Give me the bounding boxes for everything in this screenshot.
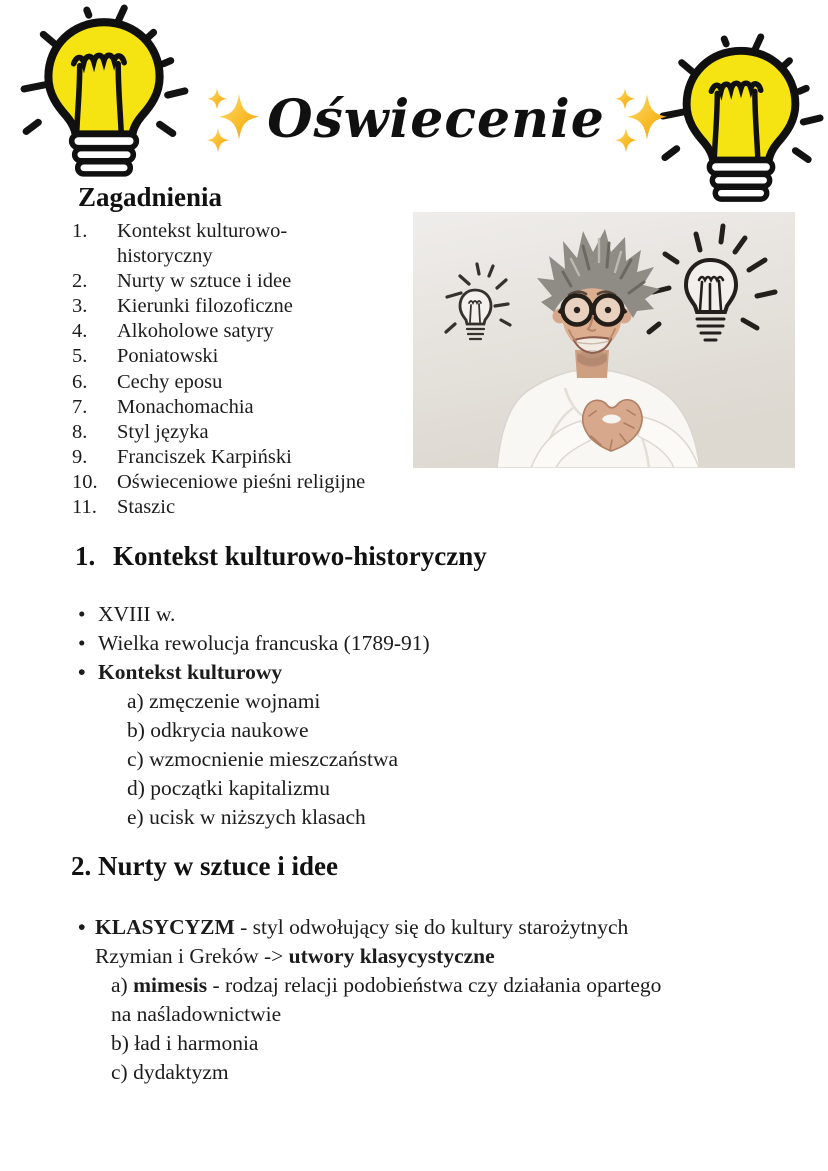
topic-number: 11.	[72, 496, 97, 519]
topic-label: Kontekst kulturowo-historyczny	[117, 220, 288, 268]
list-item	[72, 420, 394, 445]
bullet-line	[95, 913, 661, 942]
bullet-line	[95, 942, 661, 971]
sparkles-icon	[611, 84, 669, 156]
section2-heading: 2. Nurty w sztuce i idee	[71, 851, 338, 881]
topics-heading: Zagadnienia	[78, 182, 223, 212]
bullet-item	[78, 600, 638, 629]
topic-number: 8.	[72, 420, 88, 443]
sub-item: e) ucisk w niższych klasach	[127, 805, 366, 829]
topic-number: 5.	[72, 345, 88, 368]
topic-label: Staszic	[117, 496, 176, 519]
topic-number: 9.	[72, 445, 88, 468]
topic-label: Styl języka	[117, 420, 209, 443]
bullet-text: Rzymian i Greków ->	[95, 944, 289, 968]
sub-item: c) wzmocnienie mieszczaństwa	[127, 747, 399, 771]
page-title-row	[218, 74, 654, 166]
sub-item: na naśladownictwie	[111, 1002, 282, 1026]
bullet-item	[78, 658, 638, 687]
sub-label: a)	[111, 973, 134, 997]
lightbulb-doodle-icon	[652, 20, 828, 220]
bullet-icon: •	[78, 660, 86, 684]
topic-number: 1.	[72, 220, 88, 242]
section-number: 1.	[75, 541, 96, 571]
topics-section	[72, 182, 394, 520]
topic-label: Franciszek Karpiński	[117, 445, 292, 468]
list-item	[72, 319, 394, 344]
topic-label: Oświeceniowe pieśni religijne	[117, 470, 366, 493]
bullet-item	[78, 629, 638, 658]
topic-number: 7.	[72, 395, 88, 418]
bullet-icon: •	[78, 915, 86, 939]
sparkles-icon	[203, 84, 261, 156]
section1-content	[78, 600, 638, 832]
list-item	[72, 294, 394, 319]
topic-number: 10.	[72, 470, 98, 493]
topic-label: Alkoholowe satyry	[117, 320, 274, 343]
sub-item: c) dydaktyzm	[111, 1060, 229, 1084]
topic-number: 3.	[72, 295, 88, 318]
list-item	[72, 370, 394, 395]
list-item	[72, 269, 394, 294]
list-item	[72, 344, 394, 369]
bullet-text: Kontekst kulturowy	[98, 660, 283, 684]
bullet-body	[95, 913, 661, 1087]
lightbulb-doodle-icon	[12, 2, 196, 184]
sub-item	[95, 971, 661, 1000]
list-item	[72, 219, 394, 269]
term-bold: utwory klasycystyczne	[288, 944, 495, 968]
sub-item: d) początki kapitalizmu	[127, 776, 330, 800]
topic-label: Monachomachia	[117, 395, 254, 418]
bullet-icon: •	[78, 602, 86, 626]
list-item	[72, 495, 394, 520]
term-bold: KLASYCYZM	[95, 915, 235, 939]
term-bold: mimesis	[133, 973, 208, 997]
list-item	[72, 445, 394, 470]
page-title: Oświecenie	[267, 89, 605, 150]
bullet-text: Wielka rewolucja francuska (1789-91)	[98, 631, 430, 655]
topic-number: 4.	[72, 320, 88, 343]
topic-label: Nurty w sztuce i idee	[117, 270, 292, 293]
topic-label: Cechy eposu	[117, 370, 223, 393]
scientist-photo	[413, 212, 795, 468]
section2-content	[78, 913, 758, 1087]
sub-item: b) odkrycia naukowe	[127, 718, 309, 742]
list-item	[72, 395, 394, 420]
section1-heading	[75, 541, 487, 572]
bullet-text: - styl odwołujący się do kultury starożytnych	[234, 915, 629, 939]
topic-label: Kierunki filozoficzne	[117, 295, 293, 318]
sub-text: - rodzaj relacji podobieństwa czy działania opartego	[207, 973, 662, 997]
topic-number: 2.	[72, 270, 88, 293]
list-item	[72, 470, 394, 495]
bullet-text: XVIII w.	[98, 602, 176, 626]
topic-number: 6.	[72, 370, 88, 393]
bullet-item	[78, 913, 758, 1087]
topic-label: Poniatowski	[117, 345, 219, 368]
bullet-icon: •	[78, 631, 86, 655]
sub-item: b) ład i harmonia	[111, 1031, 259, 1055]
sub-item: a) zmęczenie wojnami	[127, 689, 321, 713]
section-title: Kontekst kulturowo-historyczny	[113, 541, 487, 571]
